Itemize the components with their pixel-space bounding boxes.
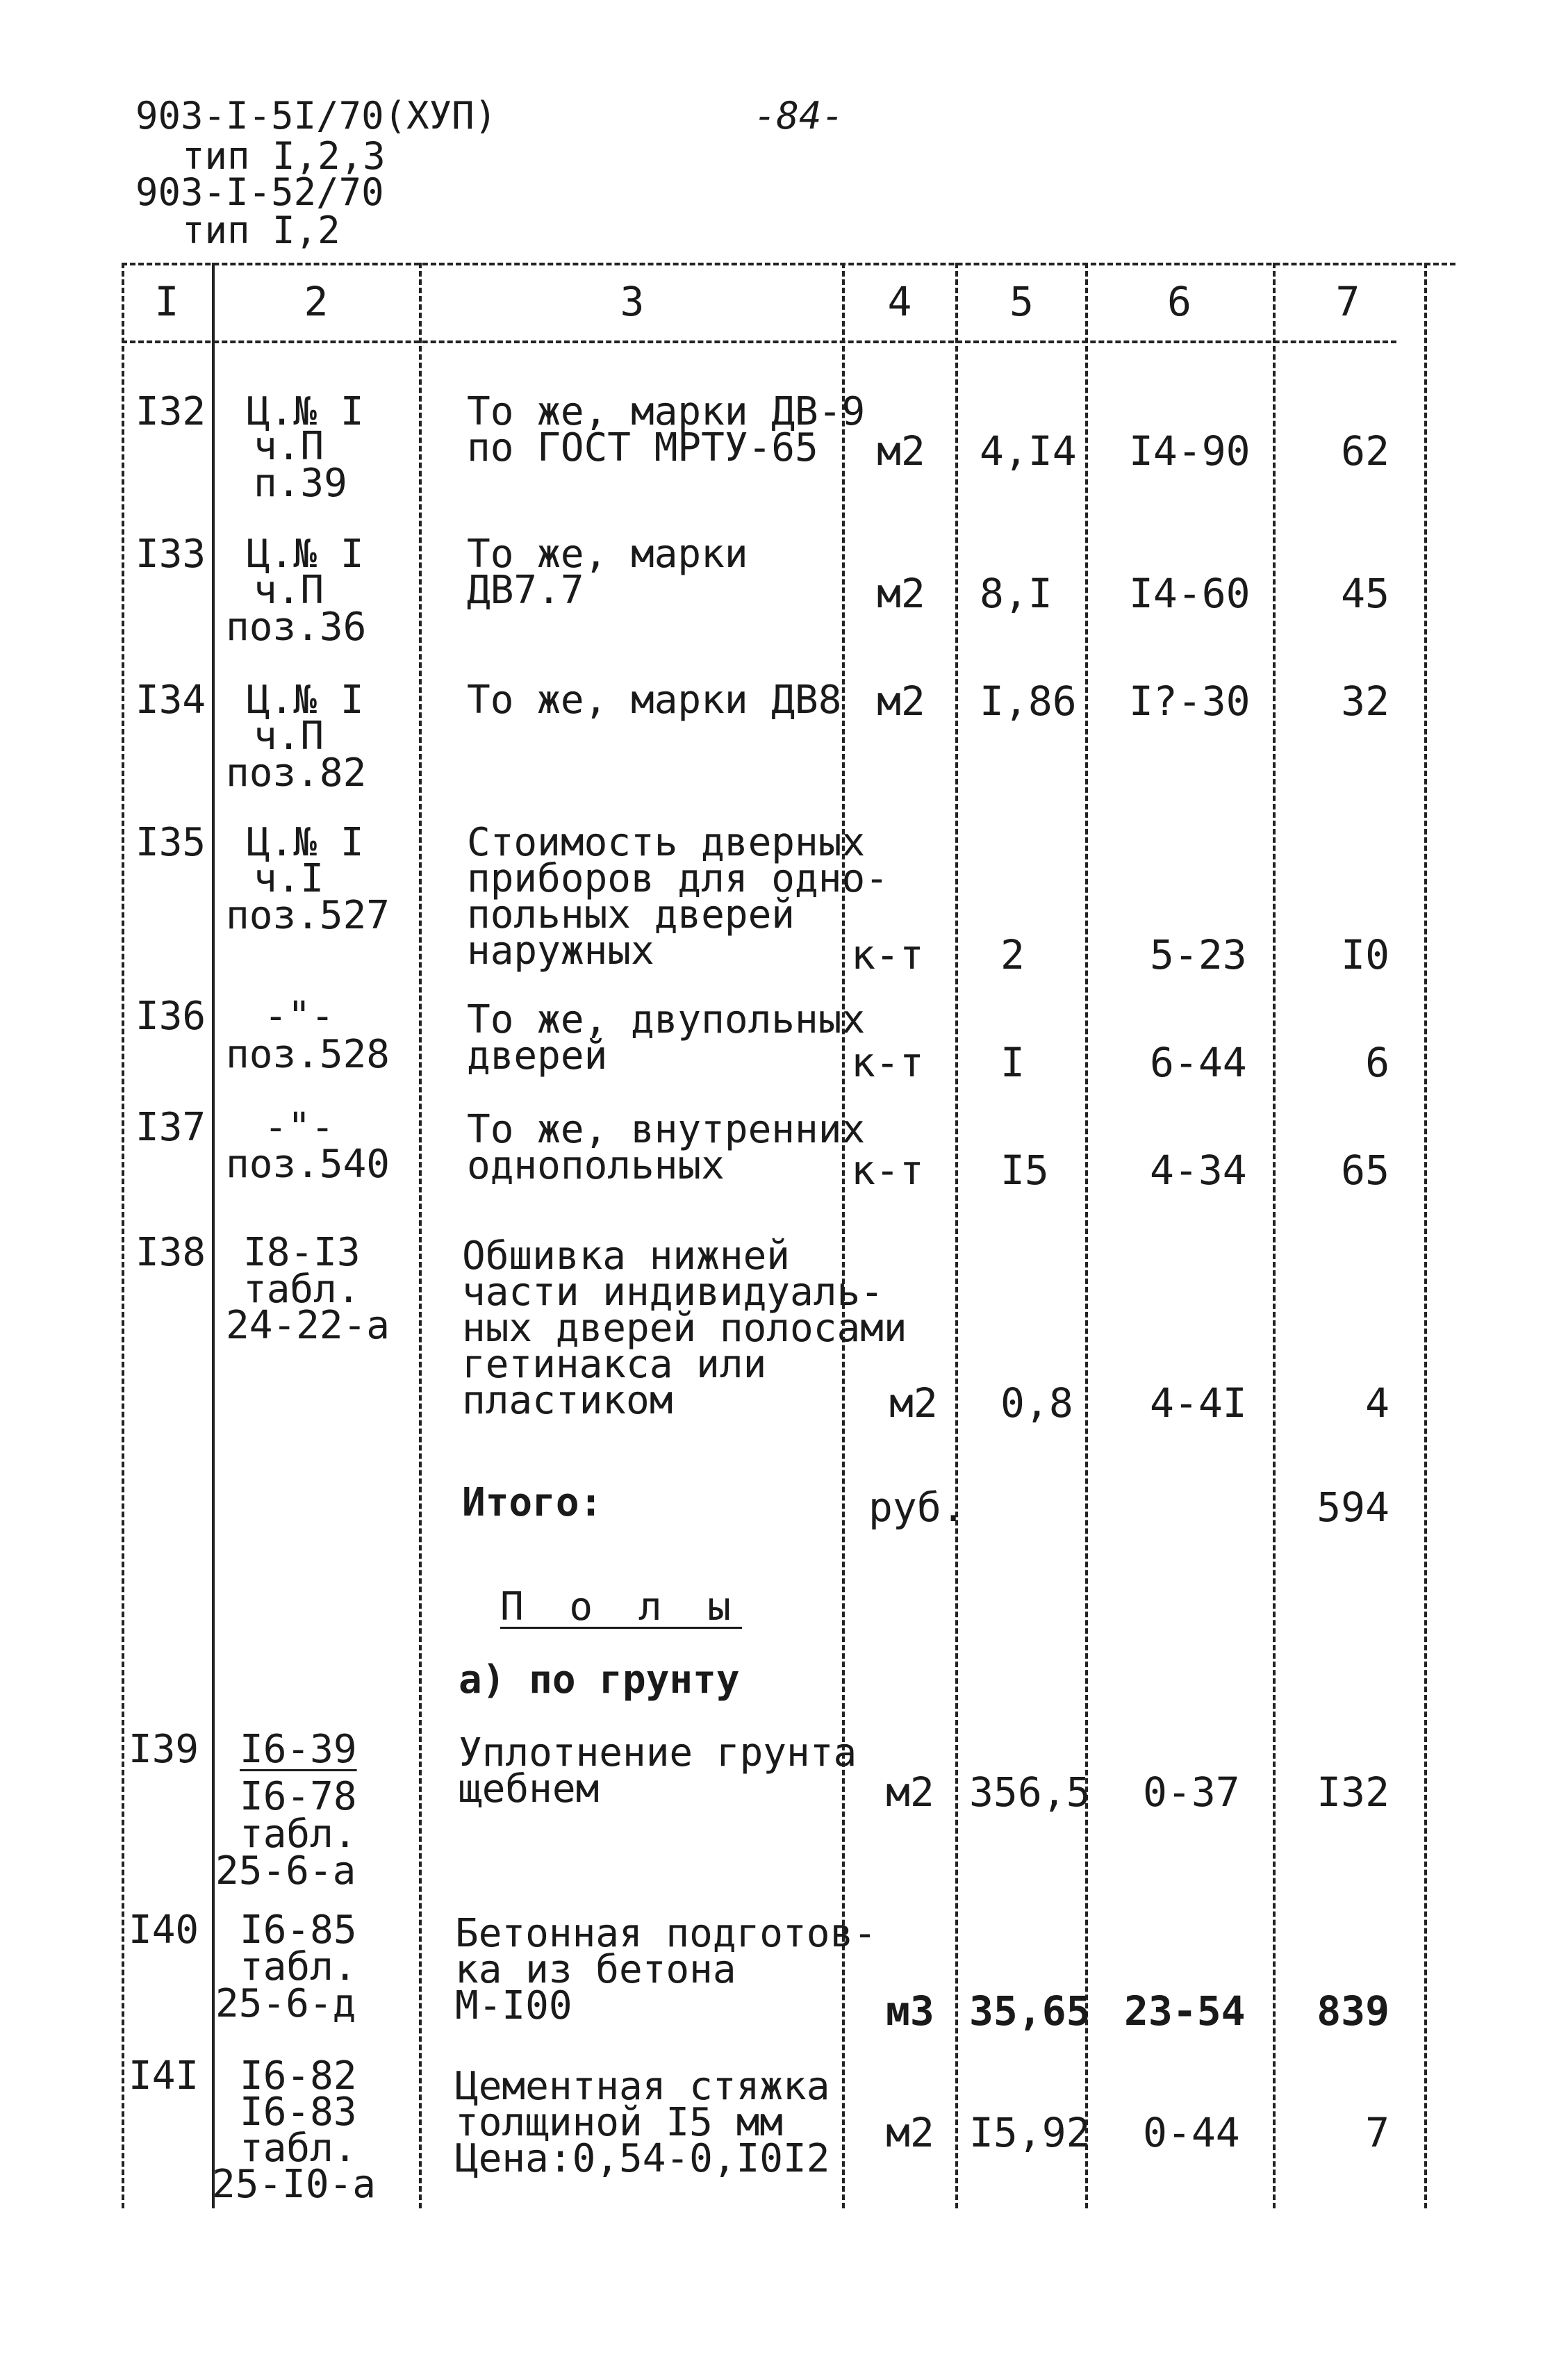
row-ref-line: 25-6-а [215,1848,356,1894]
row-total: I32 [1317,1768,1389,1816]
row-number: I4I [129,2053,199,2099]
row-ref-line: ч.П [254,568,324,613]
row-price: 4-34 [1150,1147,1247,1194]
row-ref-line: I6-39 [240,1727,357,1772]
col-border-1 [212,263,215,2208]
row-ref-line: поз.82 [226,750,367,796]
row-ref-line: -"- [264,1105,335,1150]
row-number: I32 [135,389,206,434]
row-qty: 2 [1000,931,1025,978]
row-ref-line: I6-78 [240,1774,357,1819]
row-number: I38 [135,1230,206,1275]
total-unit: руб. [868,1484,966,1531]
row-ref-line: -"- [264,994,335,1039]
page-number: -84- [754,94,845,138]
row-unit: м2 [877,678,925,725]
doc-code-2-type: тип I,2 [182,208,340,252]
row-unit: м2 [877,570,925,617]
col-border-7 [1424,263,1427,2208]
doc-code-1-type: тип I,2,3 [182,134,386,178]
row-unit: к-т [851,1039,924,1086]
row-total: 7 [1365,2109,1389,2156]
row-ref-line: 25-6-д [215,1981,356,2026]
row-number: I34 [135,678,206,723]
row-price: I4-60 [1129,570,1251,617]
row-qty: I,86 [980,678,1077,725]
row-ref-line: табл. [240,1812,357,1857]
row-desc-line: щебнем [459,1766,600,1812]
row-unit: к-т [851,931,924,978]
row-number: I36 [135,994,206,1039]
row-desc-line: То же, марки ДВ-9 [467,389,866,434]
row-unit: м3 [886,1987,934,2035]
row-total: 45 [1341,570,1389,617]
row-price: 4-4I [1150,1379,1247,1427]
row-price: I?-30 [1129,678,1251,725]
col-header-1: I [154,278,179,325]
row-ref-line: Ц.№ I [247,678,364,723]
row-price: 23-54 [1124,1987,1246,2035]
row-ref-line: ч.I [254,856,324,901]
row-price: 6-44 [1150,1039,1247,1086]
row-desc-line: Бетонная подготов- [455,1911,877,1956]
row-desc-line: приборов для одно- [467,856,889,901]
row-desc-line: Цена:0,54-0,I0I2 [455,2136,830,2181]
row-desc-line: ка из бетона [455,1947,736,1992]
col-header-3: 3 [620,278,645,325]
row-qty: I5 [1000,1147,1049,1194]
col-border-2 [419,263,422,2208]
row-ref-line: I6-83 [240,2090,357,2135]
row-number: I37 [135,1105,206,1150]
row-unit: м2 [886,1768,934,1816]
row-ref-line: I8-I3 [243,1230,361,1275]
doc-code-2: 903-I-52/70 [135,170,384,214]
row-total: 32 [1341,678,1389,725]
row-desc-line: М-I00 [455,1983,572,2028]
header-bottom-border [122,340,1396,343]
row-ref-line: табл. [240,2126,357,2171]
col-header-5: 5 [1009,278,1034,325]
row-total: 62 [1341,427,1389,475]
row-ref-line: табл. [243,1267,361,1312]
row-desc-line: дверей [467,1033,608,1078]
row-desc-line: Уплотнение грунта [459,1730,857,1775]
row-number: I35 [135,820,206,865]
col-header-2: 2 [304,278,329,325]
row-ref-line: поз.528 [226,1032,390,1077]
row-unit: м2 [886,2109,934,2156]
row-desc-line: однопольных [467,1143,725,1188]
row-qty: I [1000,1039,1025,1086]
row-price: I4-90 [1129,427,1251,475]
row-desc-line: толщиной I5 мм [455,2100,784,2145]
row-ref-line: п.39 [254,461,347,506]
row-number: I39 [129,1727,199,1772]
row-unit: м2 [889,1379,938,1427]
row-desc-line: То же, марки ДВ8 [467,678,842,723]
row-qty: 4,I4 [980,427,1077,475]
row-ref-line: ч.П [254,424,324,469]
row-desc-line: То же, двупольных [467,997,866,1042]
row-price: 0-37 [1143,1768,1240,1816]
row-desc-line: по ГОСТ МРТУ-65 [467,425,818,470]
row-qty: 356,5 [969,1768,1091,1816]
row-price: 0-44 [1143,2109,1240,2156]
row-desc-line: Обшивка нижней [462,1233,791,1279]
row-desc-line: ДВ7.7 [467,568,584,613]
row-desc-line: польных дверей [467,892,795,937]
row-desc-line: пластиком [462,1378,673,1423]
row-desc-line: гетинакса или [462,1342,767,1387]
col-border-4 [955,263,958,2208]
total-value: 594 [1317,1484,1389,1531]
row-desc-line: ных дверей полосами [462,1306,907,1351]
row-unit: м2 [877,427,925,475]
row-qty: 0,8 [1000,1379,1073,1427]
row-ref-line: поз.36 [226,605,367,650]
row-unit: к-т [851,1147,924,1194]
row-qty: 35,65 [969,1987,1091,2035]
subsection-title: а) по грунту [459,1657,740,1702]
row-ref-line: 25-I0-а [212,2162,377,2207]
row-total: I0 [1341,931,1389,978]
row-total: 65 [1341,1147,1389,1194]
row-desc-line: То же, внутренних [467,1107,866,1152]
row-ref-line: Ц.№ I [247,389,364,434]
row-ref-line: поз.540 [226,1142,390,1187]
row-desc-line: наружных [467,928,654,974]
row-price: 5-23 [1150,931,1247,978]
row-number: I33 [135,532,206,577]
row-number: I40 [129,1907,199,1953]
col-border-6 [1273,263,1276,2208]
row-qty: I5,92 [969,2109,1091,2156]
col-border-5 [1085,263,1088,2208]
row-desc-line: То же, марки [467,532,748,577]
row-ref-line: Ц.№ I [247,820,364,865]
row-total: 839 [1317,1987,1389,2035]
row-ref-line: поз.527 [226,893,390,938]
row-ref-line: Ц.№ I [247,532,364,577]
row-qty: 8,I [980,570,1053,617]
row-ref-line: I6-85 [240,1907,357,1953]
col-header-4: 4 [887,278,912,325]
total-label: Итого: [462,1480,603,1525]
row-ref-line: 24-22-а [226,1303,390,1348]
doc-code-1: 903-I-5I/70(ХУП) [135,94,497,138]
row-total: 4 [1365,1379,1389,1427]
row-desc-line: Стоимость дверных [467,820,866,865]
row-ref-line: I6-82 [240,2053,357,2099]
col-header-6: 6 [1167,278,1191,325]
row-ref-line: табл. [240,1944,357,1989]
row-total: 6 [1365,1039,1389,1086]
row-desc-line: части индивидуаль- [462,1270,884,1315]
row-desc-line: Цементная стяжка [455,2064,830,2109]
row-ref-line: ч.П [254,714,324,759]
section-title: П о л ы [500,1584,743,1630]
col-header-7: 7 [1335,278,1360,325]
table-top-border [122,263,1455,265]
col-border-0 [122,263,124,2208]
